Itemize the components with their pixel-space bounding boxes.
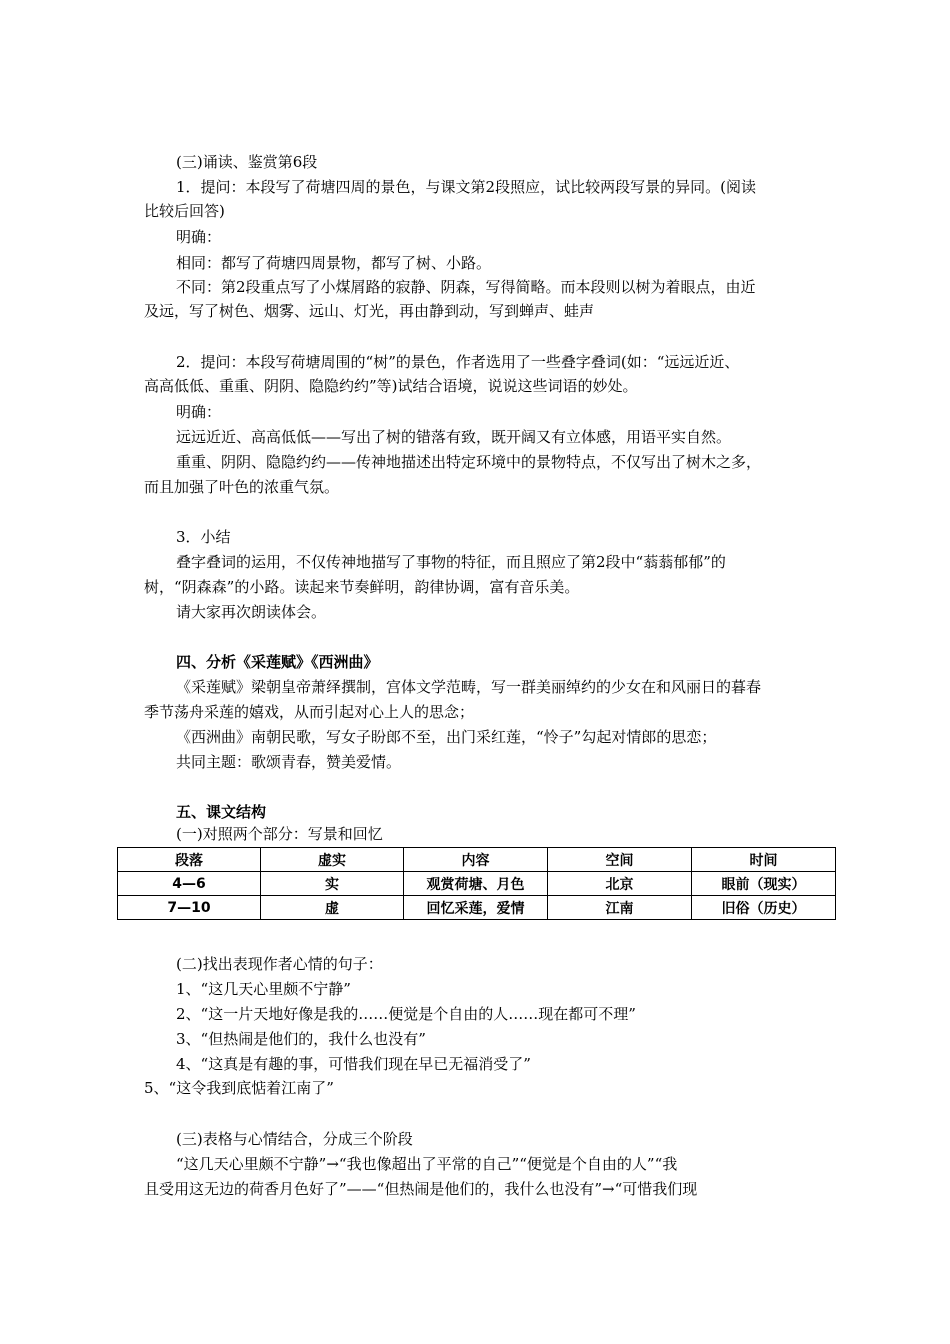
paragraph: 高高低低、重重、阴阴、隐隐约约”等)试结合语境，说说这些词语的妙处。 <box>144 377 638 395</box>
column-header: 虚实 <box>261 848 404 872</box>
paragraph: 2．提问：本段写荷塘周围的“树”的景色，作者选用了一些叠字叠词(如：“远远近近、 <box>176 353 740 371</box>
paragraph: “这几天心里颇不宁静”→“我也像超出了平常的自己”“便觉是个自由的人”“我 <box>176 1155 678 1173</box>
table-row <box>118 896 836 920</box>
section-heading: 四、分析《采莲赋》《西洲曲》 <box>176 653 379 671</box>
paragraph: (二)找出表现作者心情的句子： <box>176 955 383 973</box>
paragraph: 共同主题：歌颂青春，赞美爱情。 <box>176 753 402 771</box>
paragraph: 远远近近、高高低低——写出了树的错落有致，既开阔又有立体感，用语平实自然。 <box>176 428 732 446</box>
paragraph: (三)表格与心情结合，分成三个阶段 <box>176 1130 413 1148</box>
table-cell: 4—6 <box>118 872 261 896</box>
table-header-row <box>118 848 836 872</box>
column-header: 内容 <box>404 848 548 872</box>
paragraph: 请大家再次朗读体会。 <box>176 603 327 621</box>
table-row <box>118 872 836 896</box>
table-cell: 回忆采莲，爱情 <box>404 896 548 920</box>
paragraph: 1．提问：本段写了荷塘四周的景色，与课文第2段照应，试比较两段写景的异同。(阅读 <box>176 178 756 196</box>
section-heading: 五、课文结构 <box>176 803 267 821</box>
paragraph: 《西洲曲》南朝民歌，写女子盼郎不至，出门采红莲，“怜子”勾起对情郎的思恋； <box>176 728 717 746</box>
paragraph: 而且加强了叶色的浓重气氛。 <box>144 478 340 496</box>
table-cell: 北京 <box>548 872 692 896</box>
table-cell: 旧俗（历史） <box>692 896 836 920</box>
table-cell: 江南 <box>548 896 692 920</box>
list-item: 3、“但热闹是他们的，我什么也没有” <box>176 1030 426 1048</box>
table-cell: 实 <box>261 872 404 896</box>
table-cell: 7—10 <box>118 896 261 920</box>
paragraph: 《采莲赋》梁朝皇帝萧绎撰制，宫体文学范畴，写一群美丽绰约的少女在和风丽日的暮春 <box>176 678 762 696</box>
section-heading: (三)诵读、鉴赏第6段 <box>176 153 318 171</box>
column-header: 空间 <box>548 848 692 872</box>
table-cell: 虚 <box>261 896 404 920</box>
paragraph: 且受用这无边的荷香月色好了”——“但热闹是他们的，我什么也没有”→“可惜我们现 <box>144 1180 698 1198</box>
paragraph: 明确： <box>176 228 222 246</box>
list-item: 2、“这一片天地好像是我的……便觉是个自由的人……现在都可不理” <box>176 1005 636 1023</box>
paragraph: 及远，写了树色、烟雾、远山、灯光，再由静到动，写到蝉声、蛙声 <box>144 302 595 320</box>
paragraph: 不同：第2段重点写了小煤屑路的寂静、阴森，写得简略。而本段则以树为着眼点，由近 <box>176 278 756 296</box>
paragraph: 叠字叠词的运用，不仅传神地描写了事物的特征，而且照应了第2段中“蓊蓊郁郁”的 <box>176 553 726 571</box>
paragraph: 重重、阴阴、隐隐约约——传神地描述出特定环境中的景物特点，不仅写出了树木之多， <box>176 453 762 471</box>
paragraph: 3．小结 <box>176 528 231 546</box>
column-header: 时间 <box>692 848 836 872</box>
list-item: 4、“这真是有趣的事，可惜我们现在早已无福消受了” <box>176 1055 531 1073</box>
table-cell: 观赏荷塘、月色 <box>404 872 548 896</box>
list-item: 1、“这几天心里颇不宁静” <box>176 980 351 998</box>
paragraph: 相同：都写了荷塘四周景物，都写了树、小路。 <box>176 254 492 272</box>
paragraph: 季节荡舟采莲的嬉戏，从而引起对心上人的思念； <box>144 703 475 721</box>
table-cell: 眼前（现实） <box>692 872 836 896</box>
list-item: 5、“这令我到底惦着江南了” <box>144 1079 334 1097</box>
paragraph: 树，“阴森森”的小路。读起来节奏鲜明，韵律协调，富有音乐美。 <box>144 578 580 596</box>
column-header: 段落 <box>118 848 261 872</box>
paragraph: (一)对照两个部分：写景和回忆 <box>176 825 383 843</box>
paragraph: 明确： <box>176 403 222 421</box>
paragraph: 比较后回答) <box>144 202 225 220</box>
structure-table <box>117 847 836 920</box>
